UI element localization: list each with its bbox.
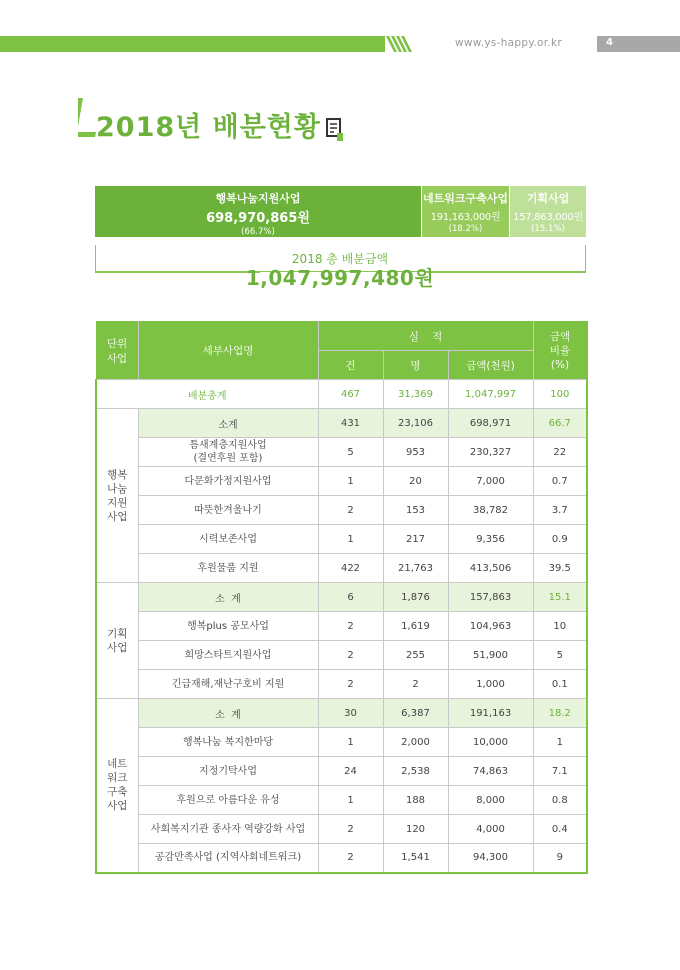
summary-happy-label: 행복나눔지원사업 — [215, 192, 301, 205]
grand-total-people: 31,369 — [383, 380, 448, 409]
total-label: 2018 총 배분금액 — [291, 252, 389, 266]
subtotal-ratio: 15.1 — [533, 583, 587, 612]
row-name: 희망스타트지원사업 — [138, 641, 318, 670]
row-name: 다문화가정지원사업 — [138, 467, 318, 496]
row-ratio: 0.9 — [533, 525, 587, 554]
row-amount: 1,000 — [448, 670, 533, 699]
row-name: 틈새계층지원사업 (결연후원 포함) — [138, 438, 318, 467]
table-row — [96, 670, 587, 699]
row-name: 행복나눔 복지한마당 — [138, 728, 318, 757]
row-count: 2 — [318, 612, 383, 641]
header-green-bar — [0, 36, 385, 52]
row-ratio: 0.4 — [533, 815, 587, 844]
subtotal-name: 소계 — [138, 409, 318, 438]
row-name: 시력보존사업 — [138, 525, 318, 554]
summary-planning-pct: (15.1%) — [531, 224, 565, 234]
row-ratio: 0.8 — [533, 786, 587, 815]
subtotal-amount: 698,971 — [448, 409, 533, 438]
table-row — [96, 467, 587, 496]
row-amount: 230,327 — [448, 438, 533, 467]
top-bar — [0, 36, 680, 52]
subtotal-people: 23,106 — [383, 409, 448, 438]
row-people: 953 — [383, 438, 448, 467]
summary-happy-sharing — [95, 186, 421, 237]
subtotal-people: 1,876 — [383, 583, 448, 612]
group-subtotal-row — [96, 583, 587, 612]
group-subtotal-row — [96, 409, 587, 438]
page-number: 4 — [606, 37, 613, 48]
row-name: 지정기탁사업 — [138, 757, 318, 786]
row-people: 2,000 — [383, 728, 448, 757]
header-count: 건 — [318, 351, 383, 380]
header-amount: 금액(천원) — [448, 351, 533, 380]
subtotal-name: 소 계 — [138, 583, 318, 612]
row-ratio: 0.7 — [533, 467, 587, 496]
row-count: 2 — [318, 670, 383, 699]
subtotal-ratio: 66.7 — [533, 409, 587, 438]
table-row — [96, 786, 587, 815]
row-ratio: 7.1 — [533, 757, 587, 786]
summary-planning-label: 기획사업 — [526, 192, 570, 205]
grand-total-name: 배분총계 — [96, 380, 318, 409]
row-name: 후원으로 아름다운 유성 — [138, 786, 318, 815]
row-amount: 38,782 — [448, 496, 533, 525]
row-people: 1,541 — [383, 844, 448, 873]
summary-planning — [510, 186, 586, 237]
page-title: 2018년 배분현황 — [96, 112, 321, 143]
grand-total-amount: 1,047,997 — [448, 380, 533, 409]
row-ratio: 3.7 — [533, 496, 587, 525]
total-amount: 1,047,997,480원 — [245, 266, 435, 290]
row-count: 422 — [318, 554, 383, 583]
row-name: 사회복지기관 종사자 역량강화 사업 — [138, 815, 318, 844]
grand-total-ratio: 100 — [533, 380, 587, 409]
row-count: 2 — [318, 496, 383, 525]
table-row — [96, 815, 587, 844]
row-ratio: 5 — [533, 641, 587, 670]
row-ratio: 1 — [533, 728, 587, 757]
subtotal-count: 6 — [318, 583, 383, 612]
row-name: 행복plus 공모사업 — [138, 612, 318, 641]
group-subtotal-row — [96, 699, 587, 728]
row-count: 2 — [318, 641, 383, 670]
row-ratio: 10 — [533, 612, 587, 641]
row-amount: 7,000 — [448, 467, 533, 496]
row-amount: 9,356 — [448, 525, 533, 554]
row-amount: 94,300 — [448, 844, 533, 873]
table-row — [96, 757, 587, 786]
row-ratio: 0.1 — [533, 670, 587, 699]
row-people: 2,538 — [383, 757, 448, 786]
row-count: 1 — [318, 467, 383, 496]
row-count: 1 — [318, 525, 383, 554]
summary-planning-amount: 157,863,000원 — [513, 212, 583, 223]
subtotal-ratio: 18.2 — [533, 699, 587, 728]
row-name: 긴급재해,재난구호비 지원 — [138, 670, 318, 699]
table-row — [96, 844, 587, 873]
row-ratio: 22 — [533, 438, 587, 467]
subtotal-count: 431 — [318, 409, 383, 438]
row-amount: 10,000 — [448, 728, 533, 757]
summary-network-amount: 191,163,000원 — [430, 212, 501, 223]
unit-business-cell: 네트 워크 구축 사업 — [96, 699, 138, 873]
header-unit: 단위 사업 — [96, 322, 138, 380]
subtotal-people: 6,387 — [383, 699, 448, 728]
header-results: 실 적 — [318, 322, 533, 351]
grand-total-count: 467 — [318, 380, 383, 409]
site-url: www.ys-happy.or.kr — [455, 37, 562, 49]
row-count: 5 — [318, 438, 383, 467]
document-icon — [326, 118, 344, 142]
table-row — [96, 496, 587, 525]
header-stripes-decoration — [386, 36, 414, 52]
row-people: 120 — [383, 815, 448, 844]
row-amount: 4,000 — [448, 815, 533, 844]
table-row — [96, 438, 587, 467]
row-amount: 413,506 — [448, 554, 533, 583]
summary-network — [422, 186, 509, 237]
row-amount: 8,000 — [448, 786, 533, 815]
row-people: 21,763 — [383, 554, 448, 583]
row-people: 255 — [383, 641, 448, 670]
row-count: 2 — [318, 844, 383, 873]
row-count: 2 — [318, 815, 383, 844]
row-people: 2 — [383, 670, 448, 699]
row-people: 188 — [383, 786, 448, 815]
distribution-table — [95, 321, 588, 874]
subtotal-count: 30 — [318, 699, 383, 728]
table-row — [96, 554, 587, 583]
header-detail: 세부사업명 — [138, 322, 318, 380]
row-people: 153 — [383, 496, 448, 525]
row-name: 후원물품 지원 — [138, 554, 318, 583]
row-count: 1 — [318, 786, 383, 815]
summary-happy-pct: (66.7%) — [241, 227, 275, 237]
row-people: 1,619 — [383, 612, 448, 641]
unit-business-cell: 행복 나눔 지원 사업 — [96, 409, 138, 583]
table-row — [96, 641, 587, 670]
table-row — [96, 612, 587, 641]
row-amount: 74,863 — [448, 757, 533, 786]
row-amount: 51,900 — [448, 641, 533, 670]
subtotal-name: 소 계 — [138, 699, 318, 728]
row-count: 1 — [318, 728, 383, 757]
header-ratio: 금액 비율 (%) — [533, 322, 587, 380]
row-count: 24 — [318, 757, 383, 786]
subtotal-amount: 157,863 — [448, 583, 533, 612]
row-ratio: 9 — [533, 844, 587, 873]
row-people: 20 — [383, 467, 448, 496]
row-people: 217 — [383, 525, 448, 554]
header-people: 명 — [383, 351, 448, 380]
summary-happy-amount: 698,970,865원 — [206, 211, 310, 226]
table-row — [96, 525, 587, 554]
summary-network-label: 네트워크구축사업 — [422, 192, 508, 205]
unit-business-cell: 기획 사업 — [96, 583, 138, 699]
summary-network-pct: (18.2%) — [448, 224, 483, 234]
table-row — [96, 728, 587, 757]
subtotal-amount: 191,163 — [448, 699, 533, 728]
row-name: 따뜻한겨울나기 — [138, 496, 318, 525]
row-name: 공감만족사업 (지역사회네트워크) — [138, 844, 318, 873]
row-amount: 104,963 — [448, 612, 533, 641]
grand-total-row — [96, 380, 587, 409]
row-ratio: 39.5 — [533, 554, 587, 583]
